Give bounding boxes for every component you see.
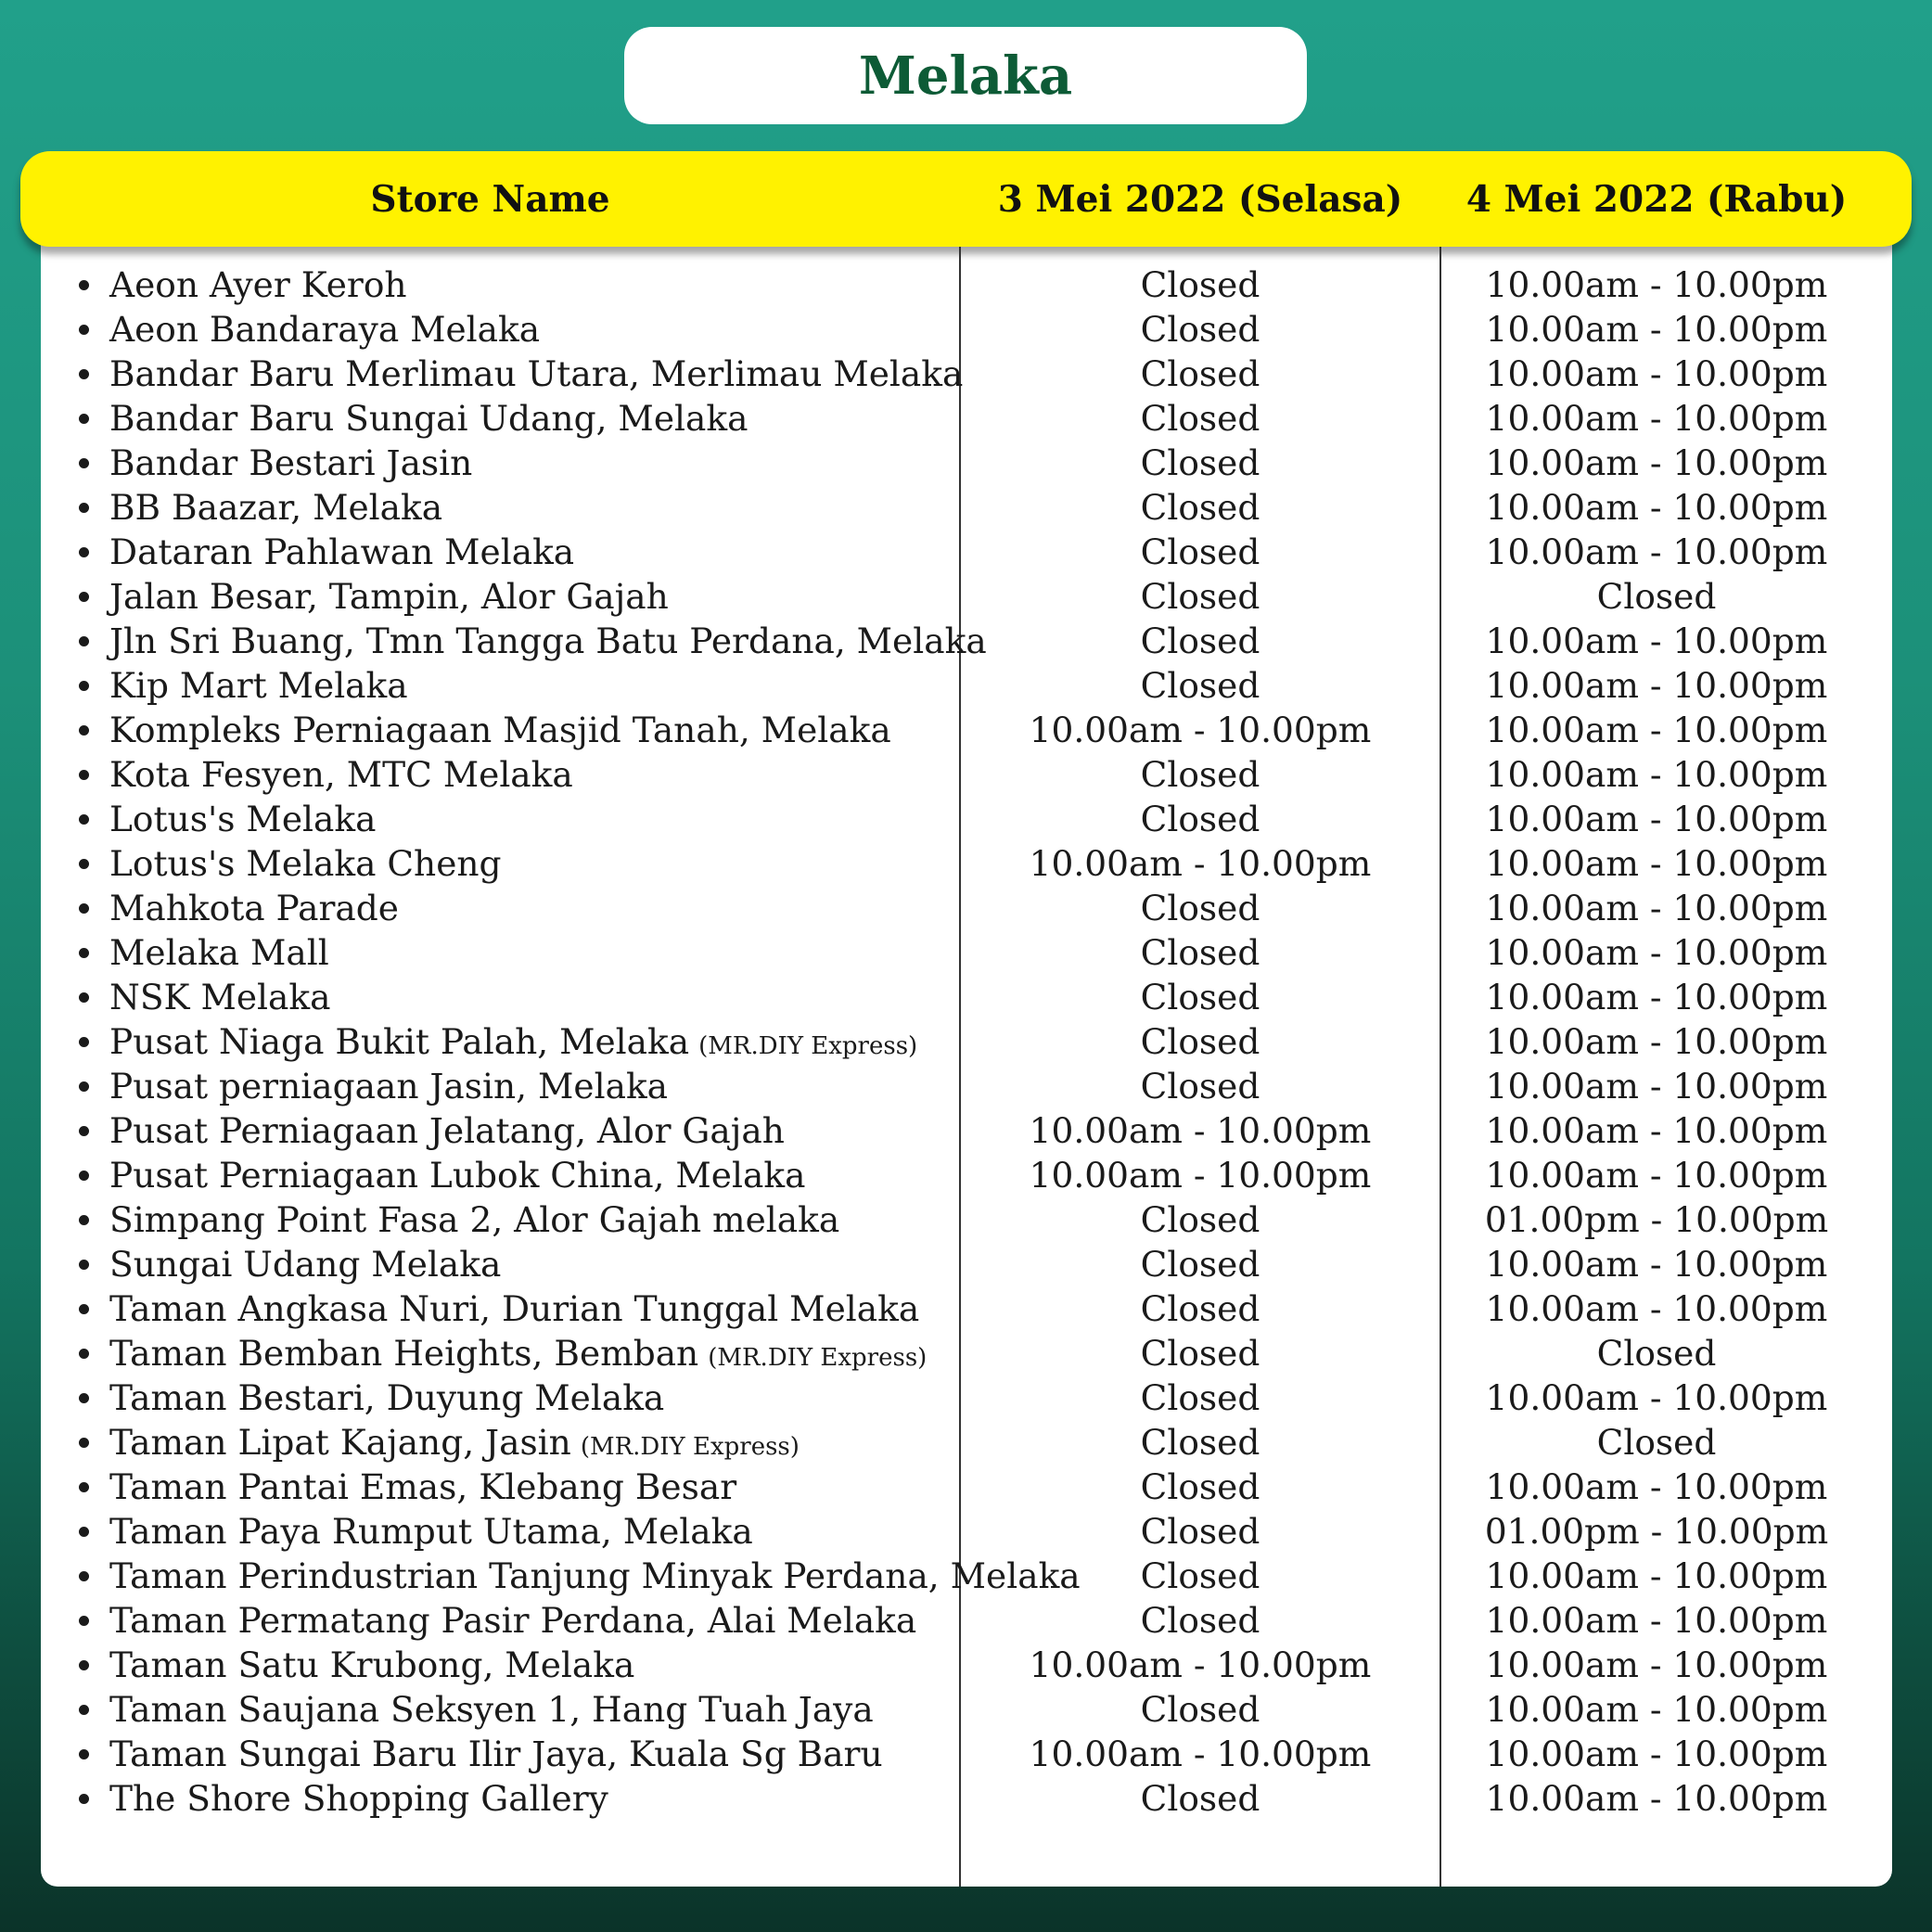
hours-day-1: Closed bbox=[1140, 1066, 1260, 1107]
hours-day-1: Closed bbox=[1140, 665, 1260, 706]
bullet-icon bbox=[79, 636, 89, 646]
store-name bbox=[109, 307, 540, 352]
hours-day-2: 10.00am - 10.00pm bbox=[1485, 531, 1828, 572]
hours-day-2: 10.00am - 10.00pm bbox=[1485, 1600, 1828, 1641]
store-name bbox=[109, 930, 329, 975]
store-name-text: Bandar Baru Merlimau Utara, Merlimau Melaka bbox=[109, 353, 964, 394]
bullet-icon bbox=[79, 503, 89, 513]
bullet-icon bbox=[79, 1171, 89, 1181]
table-header bbox=[20, 151, 1912, 247]
store-name-text: Kota Fesyen, MTC Melaka bbox=[109, 754, 573, 795]
bullet-icon bbox=[79, 770, 89, 780]
hours-day-2: 10.00am - 10.00pm bbox=[1485, 710, 1828, 750]
store-name bbox=[109, 485, 442, 530]
hours-day-1: Closed bbox=[1140, 1600, 1260, 1641]
store-name bbox=[109, 1732, 883, 1776]
hours-day-1: Closed bbox=[1140, 442, 1260, 483]
hours-day-2: Closed bbox=[1596, 576, 1717, 617]
bullet-icon bbox=[79, 948, 89, 958]
bullet-icon bbox=[79, 1705, 89, 1715]
hours-day-2: 10.00am - 10.00pm bbox=[1485, 398, 1828, 439]
hours-day-2: 10.00am - 10.00pm bbox=[1485, 1466, 1828, 1507]
table-row bbox=[0, 619, 1932, 663]
bullet-icon bbox=[79, 725, 89, 736]
store-name-text: Taman Lipat Kajang, Jasin bbox=[109, 1422, 571, 1463]
store-name bbox=[109, 797, 376, 841]
table-row bbox=[0, 1375, 1932, 1420]
bullet-icon bbox=[79, 369, 89, 379]
table-row bbox=[0, 975, 1932, 1019]
bullet-icon bbox=[79, 859, 89, 869]
store-name bbox=[109, 975, 330, 1019]
store-name-text: Jln Sri Buang, Tmn Tangga Batu Perdana, Melaka bbox=[109, 621, 987, 661]
table-row bbox=[0, 930, 1932, 975]
hours-day-2: 10.00am - 10.00pm bbox=[1485, 1288, 1828, 1329]
table-row bbox=[0, 1064, 1932, 1108]
store-name bbox=[109, 441, 472, 485]
bullet-icon bbox=[79, 414, 89, 424]
store-type-note: (MR.DIY Express) bbox=[698, 1032, 918, 1060]
hours-day-2: 10.00am - 10.00pm bbox=[1485, 353, 1828, 394]
store-name-text: Dataran Pahlawan Melaka bbox=[109, 531, 575, 572]
hours-day-2: 10.00am - 10.00pm bbox=[1485, 442, 1828, 483]
header-store-name: Store Name bbox=[370, 177, 610, 221]
page-title: Melaka bbox=[858, 45, 1073, 107]
bullet-icon bbox=[79, 1081, 89, 1092]
table-row bbox=[0, 1420, 1932, 1465]
table-row bbox=[0, 1153, 1932, 1197]
store-name-text: Mahkota Parade bbox=[109, 888, 399, 928]
hours-day-1: Closed bbox=[1140, 398, 1260, 439]
hours-day-2: 10.00am - 10.00pm bbox=[1485, 1021, 1828, 1062]
hours-day-2: 10.00am - 10.00pm bbox=[1485, 1377, 1828, 1418]
store-name-text: Jalan Besar, Tampin, Alor Gajah bbox=[109, 576, 669, 617]
store-name bbox=[109, 1465, 736, 1509]
store-name bbox=[109, 886, 399, 930]
store-name bbox=[109, 1108, 785, 1153]
hours-day-2: 10.00am - 10.00pm bbox=[1485, 487, 1828, 528]
table-row bbox=[0, 1732, 1932, 1776]
store-type-note: (MR.DIY Express) bbox=[580, 1433, 800, 1461]
table-row bbox=[0, 262, 1932, 307]
table-row bbox=[0, 1687, 1932, 1732]
store-name bbox=[109, 1598, 916, 1643]
hours-day-1: 10.00am - 10.00pm bbox=[1029, 710, 1372, 750]
hours-day-2: 10.00am - 10.00pm bbox=[1485, 888, 1828, 928]
hours-day-2: 10.00am - 10.00pm bbox=[1485, 799, 1828, 839]
store-name-text: Taman Angkasa Nuri, Durian Tunggal Melaka bbox=[109, 1288, 920, 1329]
store-name-text: Sungai Udang Melaka bbox=[109, 1244, 502, 1285]
bullet-icon bbox=[79, 1527, 89, 1537]
table-row bbox=[0, 1286, 1932, 1331]
hours-day-2: 10.00am - 10.00pm bbox=[1485, 1244, 1828, 1285]
hours-day-1: Closed bbox=[1140, 487, 1260, 528]
hours-day-1: Closed bbox=[1140, 1333, 1260, 1374]
bullet-icon bbox=[79, 903, 89, 914]
hours-day-2: 10.00am - 10.00pm bbox=[1485, 932, 1828, 973]
store-name-text: Taman Saujana Seksyen 1, Hang Tuah Jaya bbox=[109, 1689, 874, 1730]
store-name-text: Pusat Niaga Bukit Palah, Melaka bbox=[109, 1021, 690, 1062]
hours-day-2: 10.00am - 10.00pm bbox=[1485, 977, 1828, 1017]
hours-day-2: 10.00am - 10.00pm bbox=[1485, 1689, 1828, 1730]
table-row bbox=[0, 352, 1932, 396]
hours-day-2: Closed bbox=[1596, 1333, 1717, 1374]
store-name-text: Taman Bemban Heights, Bemban bbox=[109, 1333, 699, 1374]
bullet-icon bbox=[79, 280, 89, 290]
store-name-text: The Shore Shopping Gallery bbox=[109, 1778, 608, 1819]
table-row bbox=[0, 886, 1932, 930]
store-name bbox=[109, 1776, 608, 1821]
hours-day-2: 10.00am - 10.00pm bbox=[1485, 843, 1828, 884]
hours-day-1: Closed bbox=[1140, 754, 1260, 795]
store-name bbox=[109, 619, 987, 663]
bullet-icon bbox=[79, 1438, 89, 1448]
hours-day-1: Closed bbox=[1140, 1555, 1260, 1596]
store-name-text: Bandar Bestari Jasin bbox=[109, 442, 473, 483]
store-name bbox=[109, 663, 408, 708]
table-row bbox=[0, 574, 1932, 619]
table-row bbox=[0, 1554, 1932, 1598]
bullet-icon bbox=[79, 1126, 89, 1136]
store-name-text: Pusat Perniagaan Jelatang, Alor Gajah bbox=[109, 1110, 785, 1151]
store-name-text: Aeon Bandaraya Melaka bbox=[109, 309, 541, 350]
bullet-icon bbox=[79, 992, 89, 1003]
hours-day-1: 10.00am - 10.00pm bbox=[1029, 843, 1372, 884]
hours-day-1: Closed bbox=[1140, 621, 1260, 661]
hours-day-2: 10.00am - 10.00pm bbox=[1485, 1734, 1828, 1774]
bullet-icon bbox=[79, 1794, 89, 1804]
store-name bbox=[109, 1153, 805, 1197]
hours-day-1: Closed bbox=[1140, 888, 1260, 928]
store-name bbox=[109, 530, 574, 574]
hours-day-1: 10.00am - 10.00pm bbox=[1029, 1110, 1372, 1151]
hours-day-1: Closed bbox=[1140, 1466, 1260, 1507]
table-row bbox=[0, 441, 1932, 485]
hours-day-1: Closed bbox=[1140, 977, 1260, 1017]
store-name bbox=[109, 396, 748, 441]
store-name bbox=[109, 1375, 664, 1420]
hours-day-1: Closed bbox=[1140, 799, 1260, 839]
bullet-icon bbox=[79, 1260, 89, 1270]
store-name bbox=[109, 1643, 634, 1687]
store-name-text: Lotus's Melaka bbox=[109, 799, 377, 839]
table-row bbox=[0, 1242, 1932, 1286]
hours-day-2: 10.00am - 10.00pm bbox=[1485, 1110, 1828, 1151]
store-name-text: Kip Mart Melaka bbox=[109, 665, 408, 706]
hours-day-2: 01.00pm - 10.00pm bbox=[1484, 1199, 1829, 1240]
table-row bbox=[0, 752, 1932, 797]
hours-day-1: Closed bbox=[1140, 309, 1260, 350]
store-name bbox=[109, 262, 407, 307]
table-row bbox=[0, 797, 1932, 841]
table-row bbox=[0, 663, 1932, 708]
table-row bbox=[0, 1776, 1932, 1821]
table-row bbox=[0, 1108, 1932, 1153]
store-name-text: Pusat perniagaan Jasin, Melaka bbox=[109, 1066, 669, 1107]
hours-day-2: 10.00am - 10.00pm bbox=[1485, 309, 1828, 350]
hours-day-2: 10.00am - 10.00pm bbox=[1485, 1778, 1828, 1819]
hours-day-2: 10.00am - 10.00pm bbox=[1485, 1066, 1828, 1107]
bullet-icon bbox=[79, 547, 89, 557]
hours-day-2: 01.00pm - 10.00pm bbox=[1484, 1511, 1829, 1552]
store-list bbox=[0, 262, 1932, 1821]
hours-day-1: Closed bbox=[1140, 531, 1260, 572]
table-row bbox=[0, 307, 1932, 352]
store-name-text: Aeon Ayer Keroh bbox=[109, 264, 407, 305]
table-row bbox=[0, 1465, 1932, 1509]
store-name-text: Melaka Mall bbox=[109, 932, 329, 973]
store-name bbox=[109, 708, 891, 752]
bullet-icon bbox=[79, 1304, 89, 1314]
hours-day-2: 10.00am - 10.00pm bbox=[1485, 264, 1828, 305]
hours-day-2: 10.00am - 10.00pm bbox=[1485, 1555, 1828, 1596]
hours-day-2: 10.00am - 10.00pm bbox=[1485, 621, 1828, 661]
store-name-text: Simpang Point Fasa 2, Alor Gajah melaka bbox=[109, 1199, 840, 1240]
hours-day-1: Closed bbox=[1140, 576, 1260, 617]
hours-day-1: Closed bbox=[1140, 1778, 1260, 1819]
bullet-icon bbox=[79, 325, 89, 335]
hours-day-2: 10.00am - 10.00pm bbox=[1485, 754, 1828, 795]
hours-day-2: 10.00am - 10.00pm bbox=[1485, 1155, 1828, 1196]
store-name-text: Taman Sungai Baru Ilir Jaya, Kuala Sg Baru bbox=[109, 1734, 883, 1774]
table-row bbox=[0, 1598, 1932, 1643]
store-name-text: Pusat Perniagaan Lubok China, Melaka bbox=[109, 1155, 806, 1196]
bullet-icon bbox=[79, 1393, 89, 1403]
store-name bbox=[109, 1420, 800, 1469]
hours-day-1: Closed bbox=[1140, 1288, 1260, 1329]
hours-day-1: 10.00am - 10.00pm bbox=[1029, 1155, 1372, 1196]
store-name-text: Kompleks Perniagaan Masjid Tanah, Melaka bbox=[109, 710, 891, 750]
store-name-text: Lotus's Melaka Cheng bbox=[109, 843, 502, 884]
store-name bbox=[109, 1019, 917, 1068]
store-name-text: NSK Melaka bbox=[109, 977, 331, 1017]
store-name bbox=[109, 1331, 927, 1380]
store-name bbox=[109, 1286, 919, 1331]
table-row bbox=[0, 485, 1932, 530]
bullet-icon bbox=[79, 1660, 89, 1670]
bullet-icon bbox=[79, 1037, 89, 1047]
table-row bbox=[0, 396, 1932, 441]
hours-day-1: Closed bbox=[1140, 353, 1260, 394]
hours-day-1: 10.00am - 10.00pm bbox=[1029, 1734, 1372, 1774]
store-name-text: Taman Bestari, Duyung Melaka bbox=[109, 1377, 665, 1418]
store-type-note: (MR.DIY Express) bbox=[708, 1344, 928, 1372]
store-name-text: Taman Paya Rumput Utama, Melaka bbox=[109, 1511, 753, 1552]
bullet-icon bbox=[79, 1616, 89, 1626]
store-name-text: Taman Pantai Emas, Klebang Besar bbox=[109, 1466, 737, 1507]
store-name bbox=[109, 1554, 1081, 1598]
store-name bbox=[109, 1242, 501, 1286]
store-name-text: Taman Perindustrian Tanjung Minyak Perdana, Melaka bbox=[109, 1555, 1081, 1596]
title-box bbox=[624, 27, 1307, 124]
header-day-1: 3 Mei 2022 (Selasa) bbox=[997, 177, 1403, 221]
store-name-text: Bandar Baru Sungai Udang, Melaka bbox=[109, 398, 748, 439]
table-row bbox=[0, 1643, 1932, 1687]
table-row bbox=[0, 530, 1932, 574]
header-day-2: 4 Mei 2022 (Rabu) bbox=[1465, 177, 1848, 221]
bullet-icon bbox=[79, 1349, 89, 1359]
hours-day-1: Closed bbox=[1140, 1021, 1260, 1062]
table-row bbox=[0, 708, 1932, 752]
hours-day-1: Closed bbox=[1140, 1689, 1260, 1730]
bullet-icon bbox=[79, 458, 89, 468]
hours-day-1: 10.00am - 10.00pm bbox=[1029, 1644, 1372, 1685]
bullet-icon bbox=[79, 1749, 89, 1759]
hours-day-2: 10.00am - 10.00pm bbox=[1485, 665, 1828, 706]
store-name bbox=[109, 1064, 668, 1108]
store-name bbox=[109, 352, 963, 396]
table-row bbox=[0, 1509, 1932, 1554]
table-row bbox=[0, 841, 1932, 886]
hours-day-1: Closed bbox=[1140, 264, 1260, 305]
hours-day-1: Closed bbox=[1140, 932, 1260, 973]
hours-day-2: 10.00am - 10.00pm bbox=[1485, 1644, 1828, 1685]
table-row bbox=[0, 1331, 1932, 1375]
store-name-text: BB Baazar, Melaka bbox=[109, 487, 443, 528]
hours-day-1: Closed bbox=[1140, 1199, 1260, 1240]
store-name-text: Taman Satu Krubong, Melaka bbox=[109, 1644, 635, 1685]
hours-day-1: Closed bbox=[1140, 1244, 1260, 1285]
hours-day-1: Closed bbox=[1140, 1511, 1260, 1552]
bullet-icon bbox=[79, 1571, 89, 1581]
table-row bbox=[0, 1197, 1932, 1242]
bullet-icon bbox=[79, 1215, 89, 1225]
store-name bbox=[109, 841, 502, 886]
table-row bbox=[0, 1019, 1932, 1064]
store-name bbox=[109, 1509, 753, 1554]
bullet-icon bbox=[79, 814, 89, 825]
hours-day-1: Closed bbox=[1140, 1377, 1260, 1418]
store-name bbox=[109, 1197, 839, 1242]
store-name bbox=[109, 752, 573, 797]
bullet-icon bbox=[79, 592, 89, 602]
bullet-icon bbox=[79, 1482, 89, 1492]
store-name bbox=[109, 1687, 874, 1732]
hours-day-2: Closed bbox=[1596, 1422, 1717, 1463]
store-name bbox=[109, 574, 669, 619]
hours-day-1: Closed bbox=[1140, 1422, 1260, 1463]
bullet-icon bbox=[79, 681, 89, 691]
store-name-text: Taman Permatang Pasir Perdana, Alai Melaka bbox=[109, 1600, 917, 1641]
